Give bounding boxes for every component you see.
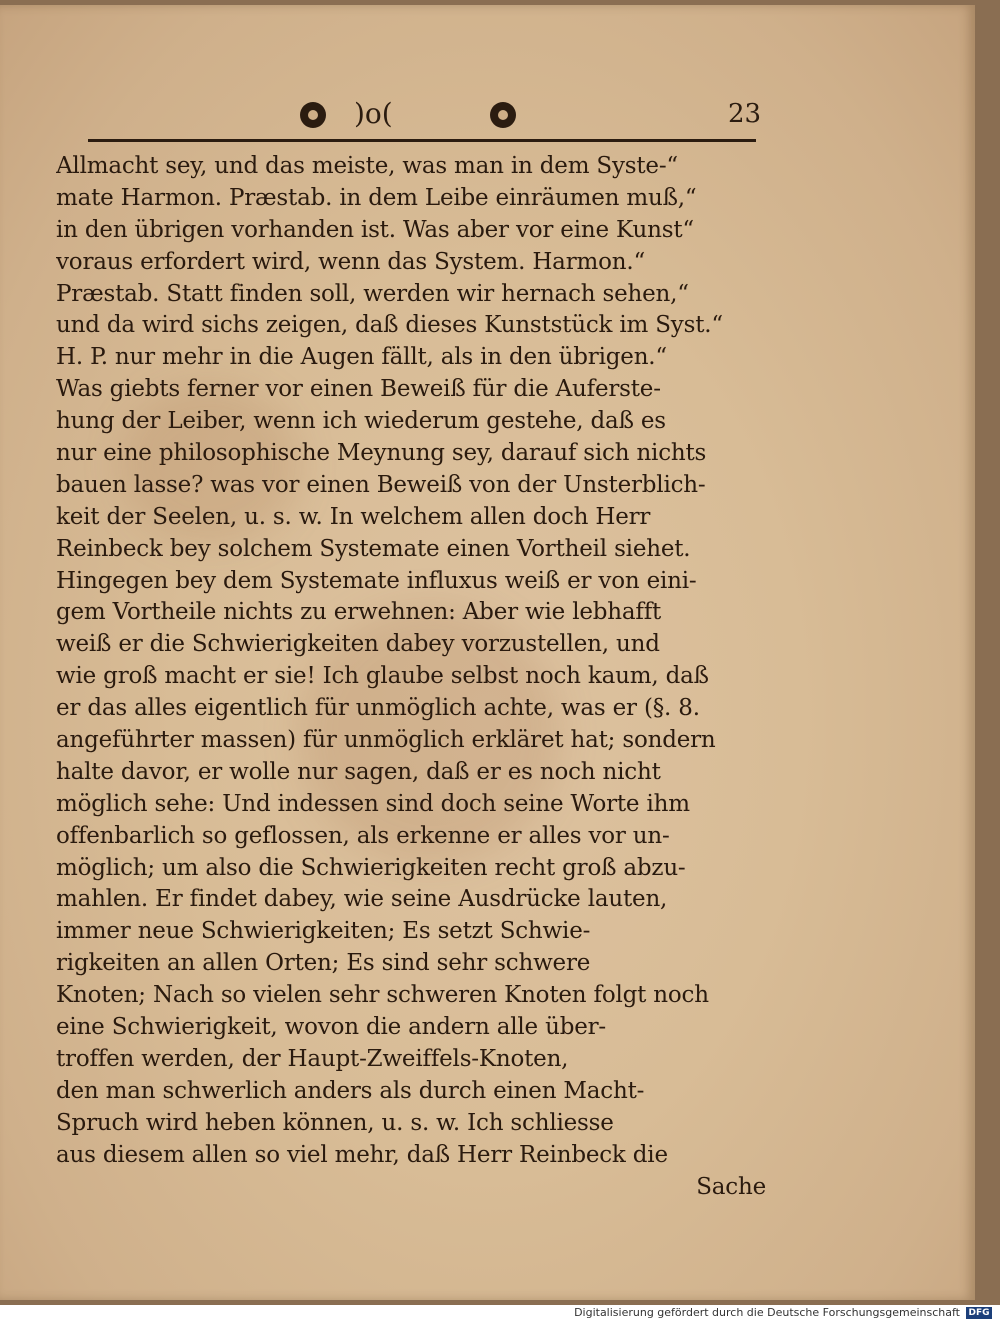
book-page — [0, 5, 975, 1300]
flower-ornament-icon — [300, 102, 326, 128]
text-line: gem Vortheile nichts zu erwehnen: Aber wie lebhafft — [56, 599, 662, 626]
text-line: und da wird sichs zeigen, daß dieses Kunststück im Syst.“ — [56, 312, 723, 339]
text-line: offenbarlich so geflossen, als erkenne er alles vor un- — [56, 822, 670, 849]
text-line: Reinbeck bey solchem Systemate einen Vortheil siehet. — [56, 535, 691, 562]
text-line: eine Schwierigkeit, wovon die andern alle über- — [56, 1014, 606, 1041]
text-line: Hingegen bey dem Systemate influxus weiß er von eini- — [56, 567, 697, 594]
dfg-logo-icon: DFG — [966, 1307, 992, 1319]
text-line: Knoten; Nach so vielen sehr schweren Knoten folgt noch — [56, 982, 709, 1009]
text-line: H. P. nur mehr in die Augen fällt, als in den übrigen.“ — [56, 344, 667, 371]
header-ornament-text: )o( — [354, 97, 393, 130]
text-line: angeführter massen) für unmöglich erkläret hat; sondern — [56, 727, 716, 754]
text-line: troffen werden, der Haupt-Zweiffels-Knoten, — [56, 1045, 569, 1072]
text-line: aus diesem allen so viel mehr, daß Herr Reinbeck die — [56, 1141, 668, 1168]
text-line: Præstab. Statt finden soll, werden wir hernach sehen,“ — [56, 280, 689, 307]
text-line: Was giebts ferner vor einen Beweiß für die Auferste- — [56, 376, 661, 403]
text-line: halte davor, er wolle nur sagen, daß er es noch nicht — [56, 758, 661, 785]
text-line: möglich; um also die Schwierigkeiten recht groß abzu- — [56, 854, 686, 881]
text-line: nur eine philosophische Meynung sey, darauf sich nichts — [56, 440, 707, 467]
text-line: voraus erfordert wird, wenn das System. Harmon.“ — [56, 248, 646, 275]
text-line: rigkeiten an allen Orten; Es sind sehr schwere — [56, 950, 591, 977]
text-line: hung der Leiber, wenn ich wiederum gestehe, daß es — [56, 408, 666, 435]
text-line: immer neue Schwierigkeiten; Es setzt Schwie- — [56, 918, 591, 945]
funding-credit: Digitalisierung gefördert durch die Deutsche Forschungsgemeinschaft — [574, 1306, 960, 1319]
text-line: keit der Seelen, u. s. w. In welchem allen doch Herr — [56, 503, 651, 530]
page-header — [60, 99, 760, 135]
text-line: möglich sehe: Und indessen sind doch seine Worte ihm — [56, 790, 690, 817]
text-line: mate Harmon. Præstab. in dem Leibe einräumen muß,“ — [56, 184, 697, 211]
flower-ornament-icon — [490, 102, 516, 128]
text-line: in den übrigen vorhanden ist. Was aber vor eine Kunst“ — [56, 216, 694, 243]
page-number: 23 — [728, 99, 762, 129]
text-line: mahlen. Er findet dabey, wie seine Ausdrücke lauten, — [56, 886, 668, 913]
text-line: Allmacht sey, und das meiste, was man in dem Syste-“ — [56, 153, 678, 179]
footer-bar — [0, 1305, 1000, 1321]
body-text — [56, 151, 768, 1203]
text-line: weiß er die Schwierigkeiten dabey vorzustellen, und — [56, 631, 660, 658]
text-line: den man schwerlich anders als durch einen Macht- — [56, 1077, 645, 1104]
text-line: bauen lasse? was vor einen Beweiß von der Unsterblich- — [56, 471, 706, 498]
text-line: wie groß macht er sie! Ich glaube selbst noch kaum, daß — [56, 663, 709, 690]
catchword: Sache — [696, 1173, 766, 1200]
text-line: Spruch wird heben können, u. s. w. Ich schliesse — [56, 1109, 614, 1136]
text-line: er das alles eigentlich für unmöglich achte, was er (§. 8. — [56, 695, 700, 722]
header-rule — [88, 139, 756, 142]
